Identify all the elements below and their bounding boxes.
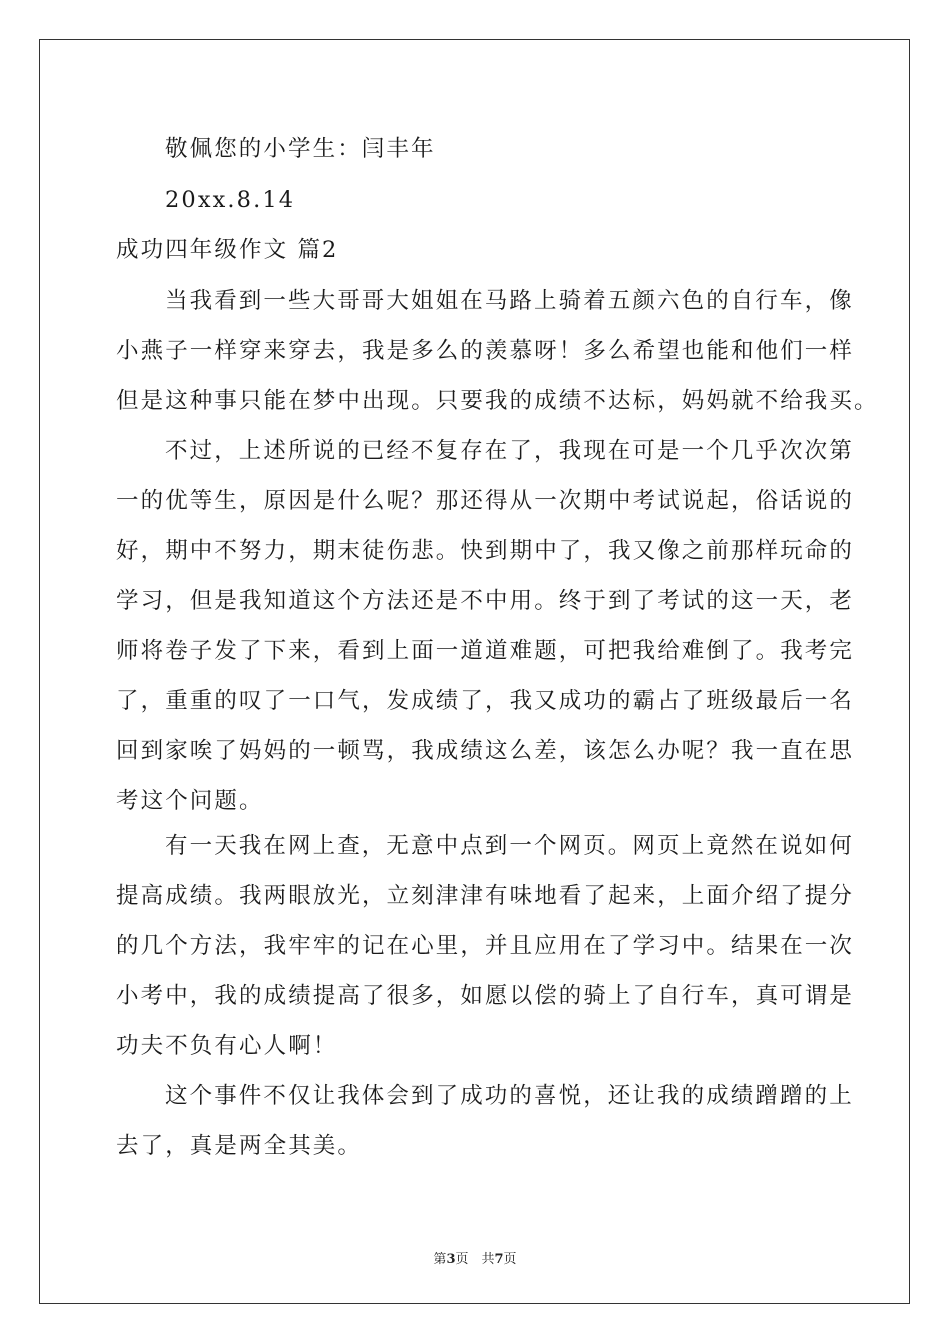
- page-footer: [0, 1248, 950, 1267]
- text-line: 但是这种事只能在梦中出现。只要我的成绩不达标，妈妈就不给我买。: [116, 388, 879, 414]
- essay-heading: 成功四年级作文 篇2: [116, 237, 339, 263]
- text-line: 功夫不负有心人啊！: [116, 1033, 338, 1059]
- text-line: 小考中，我的成绩提高了很多，如愿以偿的骑上了自行车，真可谓是: [116, 983, 855, 1009]
- text-line: 了，重重的叹了一口气，发成绩了，我又成功的霸占了班级最后一名: [116, 688, 855, 714]
- text-line: 当我看到一些大哥哥大姐姐在马路上骑着五颜六色的自行车，像: [165, 288, 854, 314]
- text-line: 师将卷子发了下来，看到上面一道道难题，可把我给难倒了。我考完: [116, 638, 855, 664]
- page-mid: 页 共: [455, 1252, 495, 1267]
- text-line: 不过，上述所说的已经不复存在了，我现在可是一个几乎次次第: [165, 438, 854, 464]
- current-page-number: 3: [446, 1252, 456, 1267]
- page-prefix: 第: [433, 1252, 447, 1267]
- date-line: 20xx.8.14: [165, 187, 296, 213]
- text-line: 小燕子一样穿来穿去，我是多么的羡慕呀！多么希望也能和他们一样: [116, 338, 855, 364]
- total-pages-number: 7: [494, 1252, 504, 1267]
- text-line: 提高成绩。我两眼放光，立刻津津有味地看了起来，上面介绍了提分: [116, 883, 855, 909]
- text-line: 这个事件不仅让我体会到了成功的喜悦，还让我的成绩蹭蹭的上: [165, 1083, 854, 1109]
- page-suffix: 页: [503, 1252, 517, 1267]
- text-line: 一的优等生，原因是什么呢？那还得从一次期中考试说起，俗话说的: [116, 488, 855, 514]
- text-line: 学习，但是我知道这个方法还是不中用。终于到了考试的这一天，老: [116, 588, 855, 614]
- text-line: 去了，真是两全其美。: [116, 1133, 363, 1159]
- signature-line: 敬佩您的小学生：闫丰年: [165, 136, 436, 162]
- page-border: [39, 39, 910, 1304]
- text-line: 好，期中不努力，期末徒伤悲。快到期中了，我又像之前那样玩命的: [116, 538, 855, 564]
- text-line: 回到家唉了妈妈的一顿骂，我成绩这么差，该怎么办呢？我一直在思: [116, 738, 855, 764]
- text-line: 考这个问题。: [116, 788, 264, 814]
- text-line: 有一天我在网上查，无意中点到一个网页。网页上竟然在说如何: [165, 833, 854, 859]
- text-line: 的几个方法，我牢牢的记在心里，并且应用在了学习中。结果在一次: [116, 933, 855, 959]
